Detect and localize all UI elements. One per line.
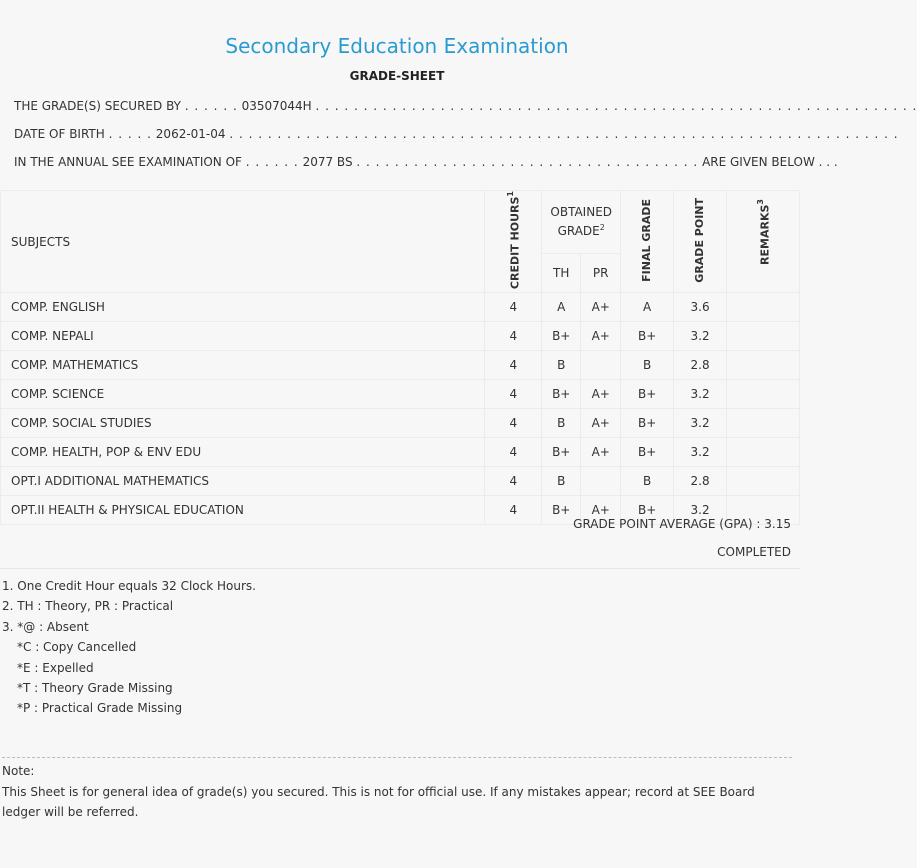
final-grade-cell: B+ xyxy=(621,380,674,409)
header-pr: PR xyxy=(581,253,621,292)
table-row xyxy=(1,293,800,322)
note xyxy=(2,761,792,823)
remarks-cell xyxy=(727,438,800,467)
secured-by-label: THE GRADE(S) SECURED BY xyxy=(14,99,181,113)
table-row xyxy=(1,438,800,467)
dots: . . . . . . xyxy=(184,99,238,113)
final-grade-cell: B+ xyxy=(621,409,674,438)
grade-point-cell: 3.2 xyxy=(674,438,727,467)
remarks-cell xyxy=(727,293,800,322)
subject-cell: COMP. MATHEMATICS xyxy=(1,351,485,380)
grade-table xyxy=(0,190,800,525)
table-row xyxy=(1,380,800,409)
final-grade-cell: B+ xyxy=(621,496,674,525)
table-row xyxy=(1,351,800,380)
grade-point-cell: 2.8 xyxy=(674,351,727,380)
dots: . . . . . xyxy=(108,127,152,141)
th-grade-cell: B xyxy=(542,409,581,438)
header-remarks: REMARKS$^3$ xyxy=(727,191,800,293)
remarks-cell xyxy=(727,409,800,438)
credit-cell: 4 xyxy=(485,351,542,380)
th-grade-cell: B xyxy=(542,467,581,496)
th-grade-cell: B+ xyxy=(542,438,581,467)
legend xyxy=(2,576,256,719)
legend-item: *P : Practical Grade Missing xyxy=(17,701,183,716)
pr-grade-cell: A+ xyxy=(581,380,621,409)
dots: . . . . . . . . . . . . . . . . . . . . . . . . . . . . . . . . . . . . . . . . . . . . . . . . . . . . . . . . . . . . . . . . . . . . . . xyxy=(229,127,899,141)
grade-point-cell: 3.2 xyxy=(674,496,727,525)
grade-point-cell: 3.2 xyxy=(674,380,727,409)
pr-grade-cell: A+ xyxy=(581,496,621,525)
exam-line xyxy=(14,155,838,169)
grade-point-cell: 3.6 xyxy=(674,293,727,322)
credit-cell: 4 xyxy=(485,438,542,467)
credit-cell: 4 xyxy=(485,496,542,525)
exam-label: IN THE ANNUAL SEE EXAMINATION OF xyxy=(14,155,242,169)
table-row xyxy=(1,322,800,351)
page-subtitle: GRADE-SHEET xyxy=(349,69,445,83)
legend-item: 3. *@ : Absent xyxy=(2,619,89,634)
remarks-cell xyxy=(727,467,800,496)
exam-year: 2077 BS xyxy=(302,155,353,169)
dob-line xyxy=(14,127,899,141)
dashed-divider xyxy=(2,757,792,758)
dob-value: 2062-01-04 xyxy=(155,127,226,141)
pr-grade-cell xyxy=(581,351,621,380)
dots: . . . . . . . . . . . . . . . . . . . . . . . . . . . . . . . . . . . . . . . . . . . . . . . . . . . . . . . . . . . . . . . xyxy=(315,99,917,113)
note-label: Note: xyxy=(2,764,35,778)
pr-grade-cell: A+ xyxy=(581,293,621,322)
credit-cell: 4 xyxy=(485,322,542,351)
legend-item: 2. TH : Theory, PR : Practical xyxy=(2,599,174,614)
exam-suffix: ARE GIVEN BELOW . . . xyxy=(702,155,838,169)
th-grade-cell: B+ xyxy=(542,322,581,351)
legend-item: *C : Copy Cancelled xyxy=(17,640,137,655)
grade-point-cell: 3.2 xyxy=(674,409,727,438)
credit-cell: 4 xyxy=(485,409,542,438)
note-text: This Sheet is for general idea of grade(s) you secured. This is not for official use. If any mistakes appear; record at SEE Board ledger will be referred. xyxy=(2,784,755,819)
pr-grade-cell xyxy=(581,467,621,496)
remarks-cell xyxy=(727,322,800,351)
header-final-grade: FINAL GRADE xyxy=(621,191,674,293)
header-obtained-grade: OBTAINED GRADE$^2$ xyxy=(542,191,621,254)
subject-cell: COMP. SCIENCE xyxy=(1,380,485,409)
th-grade-cell: B xyxy=(542,351,581,380)
subject-cell: COMP. SOCIAL STUDIES xyxy=(1,409,485,438)
th-grade-cell: A xyxy=(542,293,581,322)
header-credit-hours: CREDIT HOURS$^1$ xyxy=(485,191,542,293)
symbol-number: 03507044H xyxy=(241,99,312,113)
header-th: TH xyxy=(542,253,581,292)
remarks-cell xyxy=(727,380,800,409)
subject-cell: OPT.II HEALTH & PHYSICAL EDUCATION xyxy=(1,496,485,525)
gpa-text: GRADE POINT AVERAGE (GPA) : 3.15 xyxy=(573,517,791,531)
header-grade-point: GRADE POINT xyxy=(674,191,727,293)
dots: . . . . . . . . . . . . . . . . . . . . . . . . . . . . . . . . . . . . xyxy=(356,155,699,169)
th-grade-cell: B+ xyxy=(542,380,581,409)
legend-item: *T : Theory Grade Missing xyxy=(17,681,173,696)
th-grade-cell: B+ xyxy=(542,496,581,525)
subject-cell: OPT.I ADDITIONAL MATHEMATICS xyxy=(1,467,485,496)
subject-cell: COMP. NEPALI xyxy=(1,322,485,351)
subject-cell: COMP. HEALTH, POP & ENV EDU xyxy=(1,438,485,467)
page-title: Secondary Education Examination xyxy=(225,34,569,58)
divider xyxy=(0,568,800,569)
final-grade-cell: B+ xyxy=(621,438,674,467)
pr-grade-cell: A+ xyxy=(581,322,621,351)
final-grade-cell: A xyxy=(621,293,674,322)
header-subjects: SUBJECTS xyxy=(1,191,485,293)
dob-label: DATE OF BIRTH xyxy=(14,127,105,141)
final-grade-cell: B xyxy=(621,351,674,380)
subject-cell: COMP. ENGLISH xyxy=(1,293,485,322)
legend-item: 1. One Credit Hour equals 32 Clock Hours. xyxy=(2,579,256,593)
grade-point-cell: 2.8 xyxy=(674,467,727,496)
pr-grade-cell: A+ xyxy=(581,409,621,438)
pr-grade-cell: A+ xyxy=(581,438,621,467)
grade-point-cell: 3.2 xyxy=(674,322,727,351)
credit-cell: 4 xyxy=(485,380,542,409)
remarks-cell xyxy=(727,351,800,380)
secured-by-line xyxy=(14,99,917,113)
legend-item: *E : Expelled xyxy=(17,660,94,675)
status-text: COMPLETED xyxy=(717,545,791,559)
credit-cell: 4 xyxy=(485,293,542,322)
credit-cell: 4 xyxy=(485,467,542,496)
final-grade-cell: B+ xyxy=(621,322,674,351)
dots: . . . . . . xyxy=(245,155,299,169)
table-row xyxy=(1,467,800,496)
table-row xyxy=(1,409,800,438)
final-grade-cell: B xyxy=(621,467,674,496)
